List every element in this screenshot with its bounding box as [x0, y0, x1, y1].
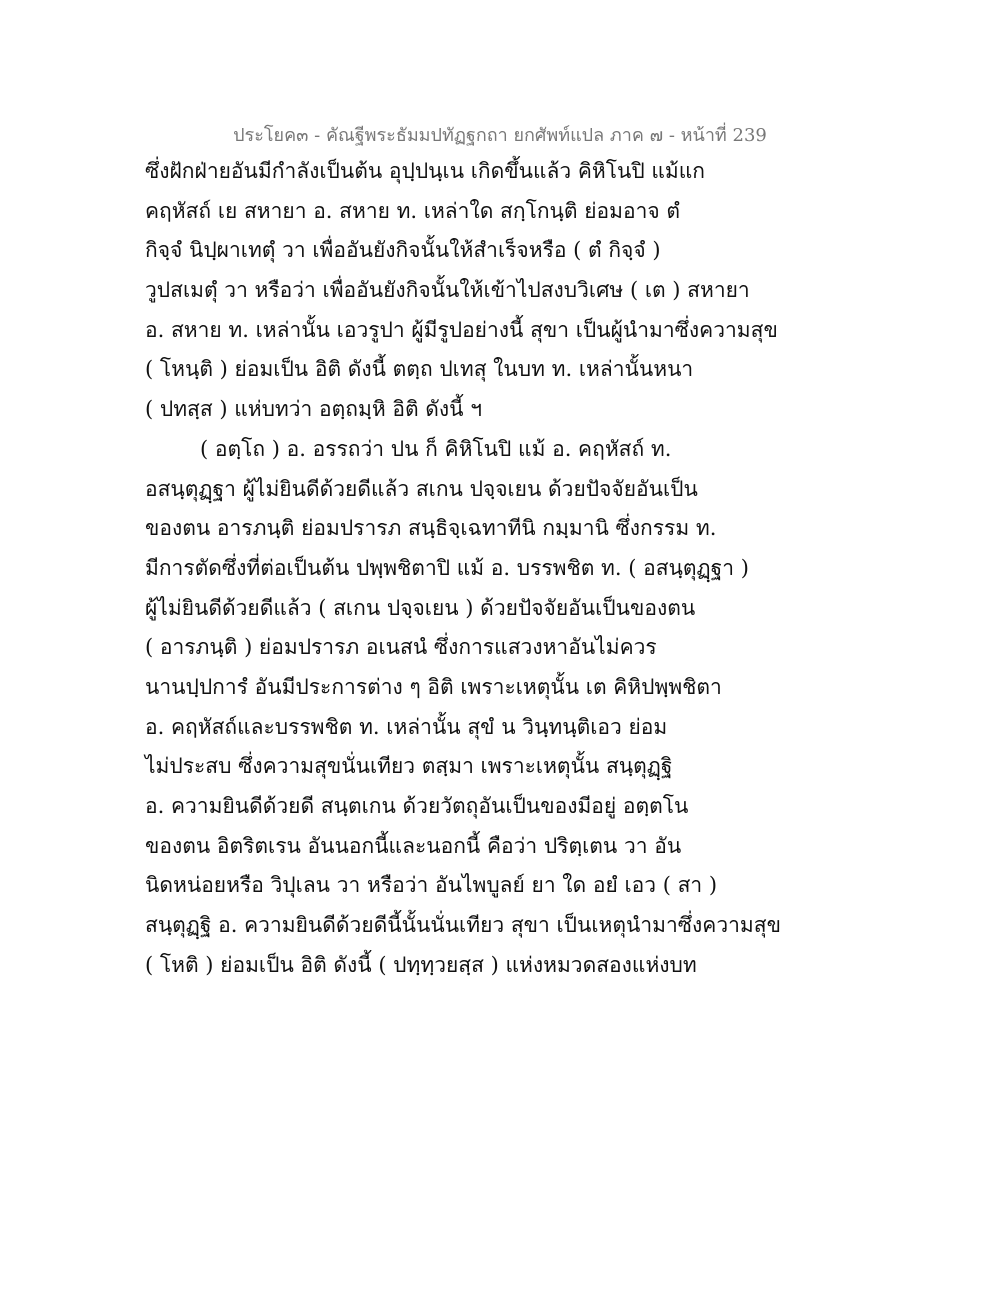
text-line: อ. ความยินดีด้วยดี สนฺตเกน ด้วยวัตถุอันเป็นของมีอยู่ อตฺตโน [145, 794, 689, 818]
text-line: นานปฺปการํ อันมีประการต่าง ๆ อิติ เพราะเหตุนั้น เต คิหิปพฺพชิตา [145, 674, 722, 699]
text-line: นิดหน่อยหรือ วิปุเลน วา หรือว่า อันไพบูลย์ ยา ใด อยํ เอว ( สา ) [145, 873, 718, 898]
text-line: อสนฺตุฏฺฐา ผู้ไม่ยินดีด้วยดีแล้ว สเกน ปจฺจเยน ด้วยปัจจัยอันเป็น [145, 476, 698, 501]
text-line: ( อารภนฺติ ) ย่อมปรารภ อเนสนํ ซึ่งการแสวงหาอันไม่ควร [145, 635, 657, 660]
text-line: ( โหติ ) ย่อมเป็น อิติ ดังนี้ ( ปทฺทฺวยสฺส ) แห่งหมวดสองแห่งบท [145, 952, 697, 977]
text-line: กิจฺจํ นิปฺผาเทตุํ วา เพื่ออันยังกิจนั้นให้สำเร็จหรือ ( ตํ กิจฺจํ ) [145, 238, 661, 263]
text-line: มีการตัดซึ่งที่ต่อเป็นต้น ปพฺพชิตาปิ แม้ อ. บรรพชิต ท. ( อสนฺตุฏฺฐา ) [145, 555, 749, 580]
text-line: ผู้ไม่ยินดีด้วยดีแล้ว ( สเกน ปจฺจเยน ) ด้วยปัจจัยอันเป็นของตน [145, 595, 696, 620]
text-line: ( อตฺโถ ) อ. อรรถว่า ปน ก็ คิหิโนปิ แม้ อ. คฤหัสถ์ ท. [200, 436, 672, 461]
text-line: อ. คฤหัสถ์และบรรพชิต ท. เหล่านั้น สุขํ น วินฺทนฺติเอว ย่อม [145, 714, 668, 739]
text-line: คฤหัสถ์ เย สหายา อ. สหาย ท. เหล่าใด สกฺโกนฺติ ย่อมอาจ ตํ [145, 198, 681, 223]
body-text [145, 152, 825, 985]
page-header: ประโยค๓ - คัณฐีพระธัมมปทัฏฐกถา ยกศัพท์แปล ภาค ๗ - หน้าที่ 239 [233, 125, 767, 146]
text-line: อ. สหาย ท. เหล่านั้น เอวรูปา ผู้มีรูปอย่างนี้ สุขา เป็นผู้นำมาซึ่งความสุข [145, 317, 778, 342]
text-line: สนฺตุฏฺฐิ อ. ความยินดีด้วยดีนี้นั้นนั่นเทียว สุขา เป็นเหตุนำมาซึ่งความสุข [145, 913, 781, 938]
text-line: ( โหนฺติ ) ย่อมเป็น อิติ ดังนี้ ตตฺถ ปเทสุ ในบท ท. เหล่านั้นหนา [145, 357, 694, 382]
text-line: ไม่ประสบ ซึ่งความสุขนั่นเทียว ตสฺมา เพราะเหตุนั้น สนฺตุฏฺฐิ [145, 754, 673, 779]
text-line: ของตน อิตริตเรน อันนอกนี้และนอกนี้ คือว่า ปริตฺเตน วา อัน [145, 833, 682, 858]
text-line: ของตน อารภนฺติ ย่อมปรารภ สนฺธิจฺเฉทาทีนิ กมฺมานิ ซึ่งกรรม ท. [145, 516, 717, 541]
text-line: ซึ่งฝักฝ่ายอันมีกำลังเป็นต้น อุปฺปนฺเน เกิดขึ้นแล้ว คิหิโนปิ แม้แก [145, 159, 706, 183]
text-line: ( ปทสฺส ) แห่บทว่า อตฺถมฺหิ อิติ ดังนี้ ฯ [145, 397, 482, 422]
text-line: วูปสเมตุํ วา หรือว่า เพื่ออันยังกิจนั้นให้เข้าไปสงบวิเศษ ( เต ) สหายา [145, 278, 750, 303]
